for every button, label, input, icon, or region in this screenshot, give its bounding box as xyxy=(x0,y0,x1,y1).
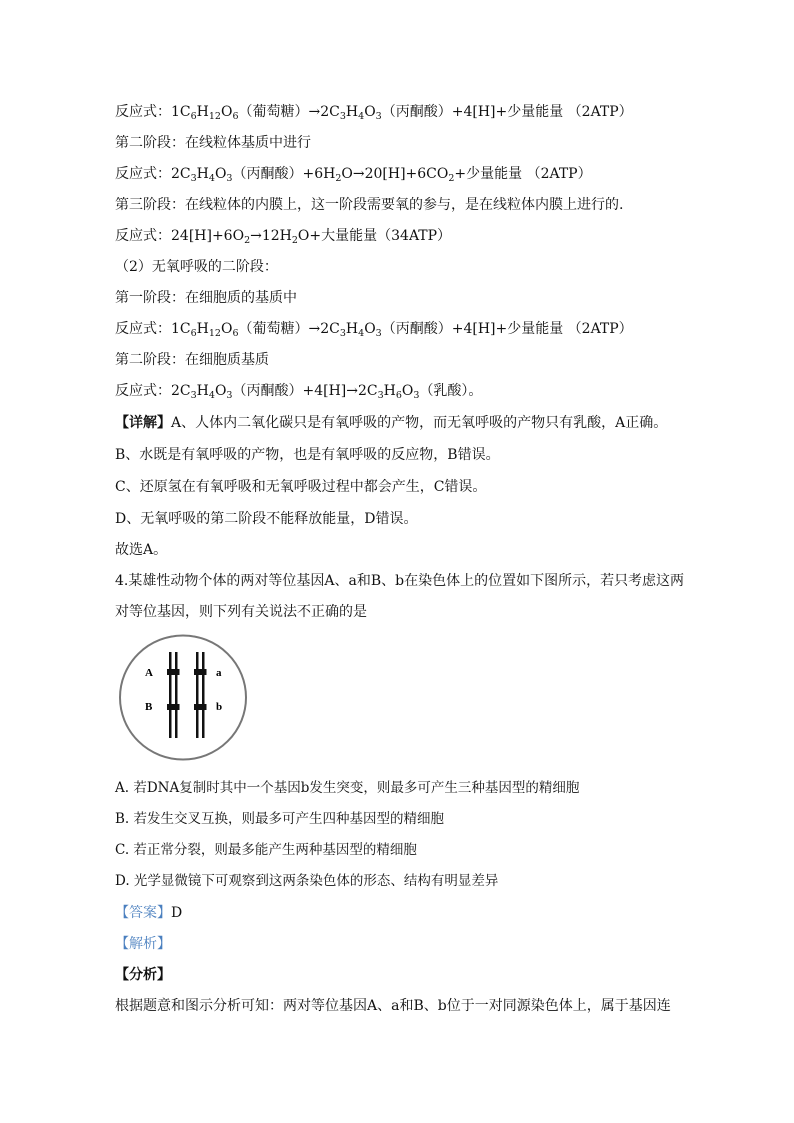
detail-tag: 【详解】 xyxy=(115,415,171,431)
analysis-text: 根据题意和图示分析可知：两对等位基因A、a和B、b位于一对同源染色体上，属于基因连 xyxy=(115,998,671,1014)
stage-two-aerobic: 第二阶段：在线粒体基质中进行 xyxy=(115,135,311,151)
answer-value: D xyxy=(171,905,183,921)
reaction-stage-two-anaerobic: 反应式：$2C_3H_4O_3$（丙酮酸）$+4[H]\to 2C_3H_6O_3$（乳酸）。 xyxy=(115,383,483,401)
detail-explanation-b: B、水既是有氧呼吸的产物，也是有氧呼吸的反应物，B错误。 xyxy=(115,447,500,463)
option-a: A. 若DNA复制时其中一个基因b发生突变，则最多可产生三种基因型的精细胞 xyxy=(115,780,580,796)
question-4-stem-line2: 对等位基因，则下列有关说法不正确的是 xyxy=(115,604,367,620)
cell-outline xyxy=(120,636,246,760)
option-c: C. 若正常分裂，则最多能产生两种基因型的精细胞 xyxy=(115,842,417,858)
reaction-stage-two-aerobic: 反应式：$2C_3H_4O_3$（丙酮酸）$+6H_2O\to 20[H]+6CO_2+$少量能量 （2ATP） xyxy=(115,166,592,184)
reaction-stage-three-aerobic: 反应式：$24[H]+6O_2\to 12H_2O+$大量能量（34ATP） xyxy=(115,228,452,246)
answer-tag: 【答案】 xyxy=(115,905,171,921)
reaction-glycolysis-aerobic: 反应式：$1C_6H_{12}O_6$（葡萄糖）$\to 2C_3H_4O_3$（丙酮酸）+4[H]+少量能量 （2ATP） xyxy=(115,104,633,122)
detail-explanation-c: C、还原氢在有氧呼吸和无氧呼吸过程中都会产生，C错误。 xyxy=(115,479,487,495)
gene-label-B: B xyxy=(145,701,153,713)
detail-explanation-a: 【详解】A、人体内二氧化碳只是有氧呼吸的产物，而无氧呼吸的产物只有乳酸，A正确。 xyxy=(115,415,668,431)
option-d: D. 光学显微镜下可观察到这两条染色体的形态、结构有明显差异 xyxy=(115,873,499,889)
option-b: B. 若发生交叉互换，则最多可产生四种基因型的精细胞 xyxy=(115,811,445,827)
choose-answer: 故选A。 xyxy=(115,542,168,558)
stage-two-anaerobic: 第二阶段：在细胞质基质 xyxy=(115,352,269,368)
analysis-tag: 【解析】 xyxy=(115,936,171,952)
detail-explanation-d: D、无氧呼吸的第二阶段不能释放能量，D错误。 xyxy=(115,511,418,527)
gene-label-A: A xyxy=(145,667,153,679)
chromosome-left xyxy=(167,652,180,738)
chromosome-right xyxy=(194,652,207,738)
stage-one-anaerobic: 第一阶段：在细胞质的基质中 xyxy=(115,290,297,306)
reaction-glycolysis-anaerobic: 反应式：$1C_6H_{12}O_6$（葡萄糖）$\to 2C_3H_4O_3$（丙酮酸）+4[H]+少量能量 （2ATP） xyxy=(115,321,633,339)
stage-three-aerobic: 第三阶段：在线粒体的内膜上，这一阶段需要氧的参与，是在线粒体内膜上进行的. xyxy=(115,197,624,213)
answer-line xyxy=(115,904,182,922)
fenxi-tag: 【分析】 xyxy=(115,967,171,983)
gene-label-b: b xyxy=(216,701,223,713)
anaerobic-heading: （2）无氧呼吸的二阶段： xyxy=(115,259,278,275)
gene-label-a: a xyxy=(216,667,222,679)
chromosome-figure xyxy=(117,632,249,763)
question-4-stem-line1: 4.某雄性动物个体的两对等位基因A、a和B、b在染色体上的位置如下图所示，若只考虑这两 xyxy=(115,573,685,589)
